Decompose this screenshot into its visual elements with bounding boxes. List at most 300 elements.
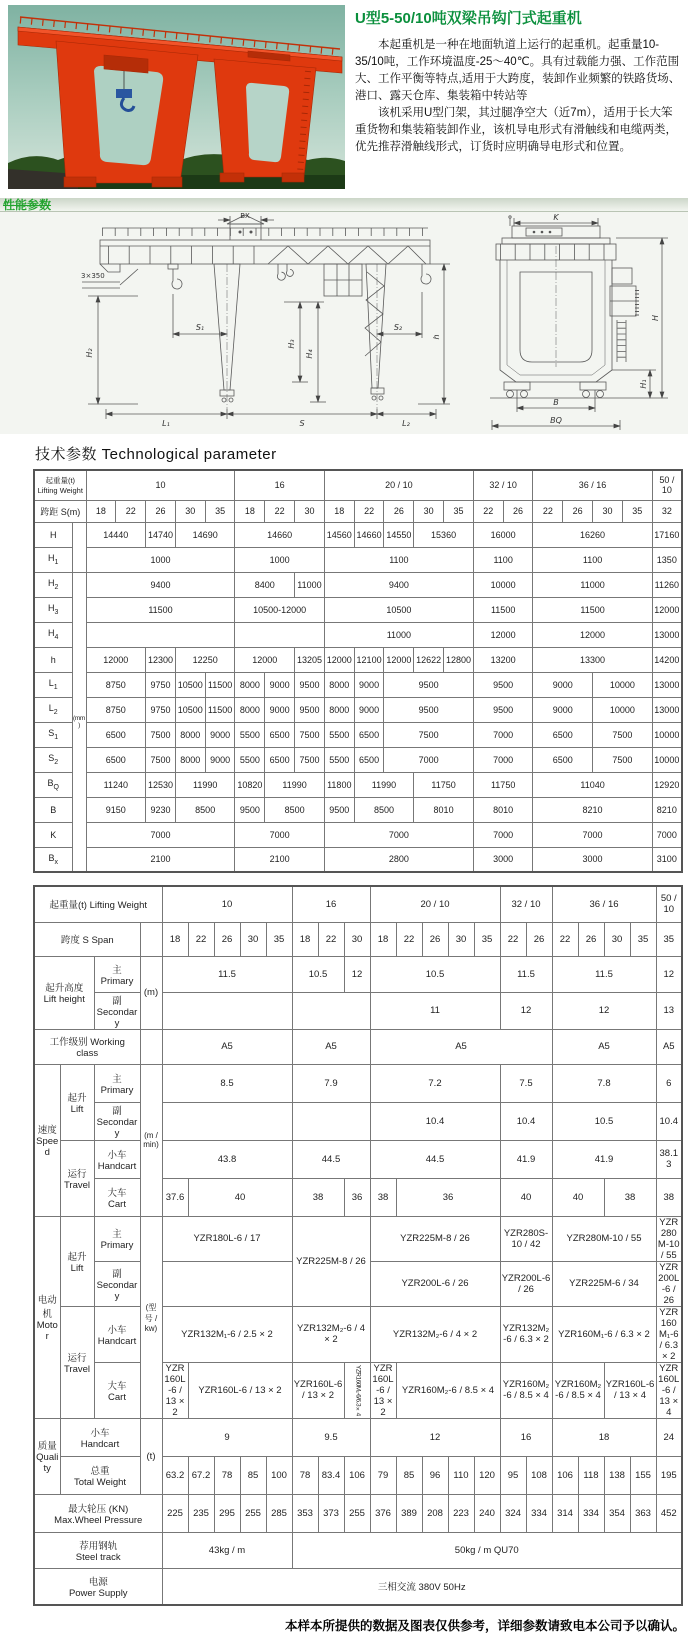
table-cell: 9000 — [265, 672, 295, 697]
table-cell: 240 — [474, 1494, 500, 1532]
table-cell: 36 / 16 — [533, 470, 652, 500]
table-cell: 9500 — [384, 697, 473, 722]
table-cell: 9000 — [354, 672, 384, 697]
table-cell: 7000 — [652, 822, 682, 847]
table-cell: 6500 — [86, 747, 146, 772]
table-cell: 8010 — [414, 797, 474, 822]
table-cell: 7000 — [473, 747, 533, 772]
intro-block — [355, 5, 682, 190]
table-cell: YZR200L-6 / 26 — [656, 1261, 682, 1306]
page-title: U型5-50/10吨双梁吊钩门式起重机 — [355, 10, 582, 27]
table-cell: 7500 — [593, 747, 653, 772]
table-cell: 295 — [214, 1494, 240, 1532]
table-cell: 10.4 — [656, 1102, 682, 1140]
table-cell: 32 — [652, 500, 682, 522]
table-cell: 8500 — [265, 797, 325, 822]
table-cell: 324 — [500, 1494, 526, 1532]
table-cell: 14440 — [86, 522, 146, 547]
table-cell: 主 Primary — [94, 956, 140, 992]
dim-label-h3: H₃ — [287, 339, 296, 349]
table-cell: 7500 — [146, 747, 176, 772]
table-cell: YZR160M₂-6 / 8.5 × 4 — [396, 1362, 500, 1418]
table-cell: 26 — [422, 922, 448, 956]
table-cell: 三相交流 380V 50Hz — [162, 1568, 682, 1605]
table-cell: 106 — [344, 1456, 370, 1494]
table-cell: 22 — [473, 500, 503, 522]
table-cell: 32 / 10 — [500, 886, 552, 922]
table-cell: 208 — [422, 1494, 448, 1532]
table-cell: 11.5 — [552, 956, 656, 992]
table-cell: 16000 — [473, 522, 533, 547]
table-cell: 8210 — [652, 797, 682, 822]
table-cell: 11000 — [295, 572, 325, 597]
table-cell: YZR160M₁-6/6.3×4 — [344, 1362, 370, 1418]
table-cell: 10000 — [473, 572, 533, 597]
table-cell: 6500 — [354, 722, 384, 747]
table-cell: 9230 — [146, 797, 176, 822]
table-cell: 荐用钢轨 Steel track — [34, 1532, 162, 1568]
table-cell: 9750 — [146, 697, 176, 722]
table-cell: 9400 — [86, 572, 235, 597]
table-cell: 8000 — [324, 697, 354, 722]
table-cell: 96 — [422, 1456, 448, 1494]
table-cell: 26 — [563, 500, 593, 522]
table-cell: 225 — [162, 1494, 188, 1532]
table-cell: (mm) — [72, 572, 86, 872]
table-cell: 16 — [235, 470, 324, 500]
table-cell: 285 — [266, 1494, 292, 1532]
table-cell: 7.5 — [500, 1064, 552, 1102]
table-cell: 9000 — [533, 697, 593, 722]
table-cell: YZR160L-6 / 13 × 4 — [656, 1362, 682, 1418]
table-cell: 小车 Handcart — [94, 1140, 140, 1178]
table-cell: 50kg / m QU70 — [292, 1532, 682, 1568]
table-cell: 30 — [175, 500, 205, 522]
table-cell: 7000 — [324, 822, 473, 847]
table-cell: 7000 — [384, 747, 473, 772]
table-cell: 32 / 10 — [473, 470, 533, 500]
table-cell: 26 — [214, 922, 240, 956]
table-cell: 36 — [344, 1178, 370, 1216]
table-cell: 9 — [162, 1418, 292, 1456]
table-cell: 副 Secondary — [94, 1102, 140, 1140]
table-cell: 40 — [552, 1178, 604, 1216]
table-cell: 13000 — [652, 697, 682, 722]
table-cell: 起重量(t) Lifting Weight — [34, 886, 162, 922]
dim-label-h2: H₂ — [85, 348, 94, 358]
table-cell: 2800 — [324, 847, 473, 872]
table-cell: 30 — [593, 500, 623, 522]
dim-label-bx: BX — [240, 212, 250, 220]
table-cell: 41.9 — [552, 1140, 656, 1178]
intro-paragraph-1: 本起重机是一种在地面轨道上运行的起重机。起重量10-35/10吨，工作环境温度-25～40℃。具有过载能力强、工作范围大、工作平衡等特点,适用于大跨度，装卸作业频繁的铁路货场、港口、露天仓库、集装箱中转站等 — [355, 39, 681, 102]
table-cell: 14660 — [235, 522, 324, 547]
table-cell: 22 — [188, 922, 214, 956]
intro-paragraph-2: 该机采用U型门架，其过腿净空大（近7m），适用于长大笨重货物和集装箱装卸作业，该机导电形式有滑触线和电缆两类，优先推荐滑触线形式，订货时应明确导电形式和位置。 — [355, 107, 677, 153]
table-cell: $S_2$ — [34, 747, 72, 772]
table-cell: 11.5 — [162, 956, 292, 992]
table-cell: 10.5 — [370, 956, 500, 992]
table-cell: 15360 — [414, 522, 474, 547]
table-cell: 255 — [240, 1494, 266, 1532]
table-cell: YZR160M₂-6 / 8.5 × 4 — [500, 1362, 552, 1418]
table-cell: 79 — [370, 1456, 396, 1494]
dim-label-h4: H₄ — [305, 349, 314, 359]
table-cell: (m) — [140, 956, 162, 1029]
table-cell: 10820 — [235, 772, 265, 797]
table-cell: 83.4 — [318, 1456, 344, 1494]
table-cell: YZR160L-6 / 13 × 2 — [292, 1362, 344, 1418]
table-cell: 起升高度 Lift height — [34, 956, 94, 1029]
table-cell: 12250 — [175, 647, 235, 672]
dim-label-bq: BQ — [550, 416, 562, 425]
table-cell: 20 / 10 — [324, 470, 473, 500]
table-cell: 35 — [205, 500, 235, 522]
table-cell: 36 / 16 — [552, 886, 656, 922]
dim-label-H: H — [651, 314, 660, 322]
table-cell: 9500 — [473, 672, 533, 697]
table-cell: 11 — [370, 992, 500, 1029]
table-cell: 12000 — [235, 647, 295, 672]
table-cell: 138 — [604, 1456, 630, 1494]
table-cell: 155 — [630, 1456, 656, 1494]
table-cell: 10000 — [652, 747, 682, 772]
performance-table — [33, 885, 683, 1606]
table-cell: 工作级别 Working class — [34, 1029, 140, 1064]
table-cell: 14690 — [175, 522, 235, 547]
table-cell: 2100 — [86, 847, 235, 872]
table-cell: 1100 — [473, 547, 533, 572]
table-cell: 376 — [370, 1494, 396, 1532]
table-cell: 95 — [500, 1456, 526, 1494]
table-cell: $B_x$ — [34, 847, 72, 872]
table-cell: A5 — [162, 1029, 292, 1064]
dim-label-3x350: 3×350 — [81, 272, 105, 280]
table-cell: 11000 — [324, 622, 473, 647]
table-cell: 13000 — [652, 622, 682, 647]
banner-label: 性能参数 — [3, 198, 52, 212]
table-cell: 7500 — [295, 747, 325, 772]
table-cell: 9500 — [473, 697, 533, 722]
table-cell: 大车 Cart — [94, 1362, 140, 1418]
table-cell: 7.8 — [552, 1064, 656, 1102]
table-cell: 7500 — [146, 722, 176, 747]
table-cell: 9150 — [86, 797, 146, 822]
table-cell: 363 — [630, 1494, 656, 1532]
table-cell: 223 — [448, 1494, 474, 1532]
table-cell: 118 — [578, 1456, 604, 1494]
table-cell: 8500 — [175, 797, 235, 822]
table-cell: 120 — [474, 1456, 500, 1494]
table-cell: 22 — [533, 500, 563, 522]
table-cell: 22 — [265, 500, 295, 522]
table-cell: 44.5 — [370, 1140, 500, 1178]
table-cell: YZR200L-6 / 26 — [500, 1261, 552, 1306]
table-cell: 18 — [292, 922, 318, 956]
table-cell: 13200 — [473, 647, 533, 672]
table-cell: 7500 — [384, 722, 473, 747]
table-cell: $L_1$ — [34, 672, 72, 697]
table-cell: 9400 — [324, 572, 473, 597]
table-cell: 22 — [354, 500, 384, 522]
table-cell: YZR280M-10 / 55 — [656, 1216, 682, 1261]
table-cell: 6500 — [533, 747, 593, 772]
table-cell: 354 — [604, 1494, 630, 1532]
table-cell: 运行 Travel — [60, 1140, 94, 1216]
table-cell: (t) — [140, 1418, 162, 1494]
table-cell: 10.4 — [370, 1102, 500, 1140]
table-cell: 8000 — [175, 722, 205, 747]
table-cell: B — [34, 797, 72, 822]
table-cell: 67.2 — [188, 1456, 214, 1494]
table-cell: 运行 Travel — [60, 1306, 94, 1418]
table-cell: 电动机 Motor — [34, 1216, 60, 1418]
table-cell: 5500 — [235, 747, 265, 772]
section-title: 技术参数 Technological parameter — [35, 446, 277, 463]
table-cell: 11500 — [205, 697, 235, 722]
table-cell: 35 — [656, 922, 682, 956]
table-cell: 12 — [656, 956, 682, 992]
table-cell: 7000 — [473, 822, 533, 847]
table-cell: 3000 — [473, 847, 533, 872]
table-cell: 38 — [370, 1178, 396, 1216]
table-cell: 1100 — [324, 547, 473, 572]
table-cell: 195 — [656, 1456, 682, 1494]
table-cell: 35 — [444, 500, 474, 522]
table-cell: 11260 — [652, 572, 682, 597]
table-cell: 12000 — [533, 622, 652, 647]
table-cell-empty — [235, 622, 324, 647]
table-cell: 8010 — [473, 797, 533, 822]
table-cell: 起重量(t) Lifting Weight — [34, 470, 86, 500]
table-cell: 7000 — [473, 722, 533, 747]
table-cell: 6500 — [265, 747, 295, 772]
table-cell: 8750 — [86, 672, 146, 697]
table-cell-empty — [140, 922, 162, 956]
table-cell: 11750 — [414, 772, 474, 797]
table-cell: 小车 Handcart — [60, 1418, 140, 1456]
table-cell: 副 Secondary — [94, 992, 140, 1029]
table-cell: 质量 Quality — [34, 1418, 60, 1494]
table-cell: 大车 Cart — [94, 1178, 140, 1216]
table-cell: 8400 — [235, 572, 295, 597]
table-cell: 6500 — [354, 747, 384, 772]
table-cell: 35 — [474, 922, 500, 956]
table-cell: A5 — [552, 1029, 656, 1064]
footer-note: 本样本所提供的数据及图表仅供参考，详细参数请致电本公司予以确认。 — [284, 1619, 685, 1633]
dimension-drawings — [0, 212, 688, 434]
table-cell: 9000 — [533, 672, 593, 697]
table-cell: 8210 — [533, 797, 652, 822]
table-cell: 9000 — [354, 697, 384, 722]
table-cell: 11240 — [86, 772, 146, 797]
table-cell: 6500 — [265, 722, 295, 747]
table-cell: 6500 — [533, 722, 593, 747]
table-cell: 1100 — [533, 547, 652, 572]
table-cell: 35 — [622, 500, 652, 522]
table-cell: 8000 — [235, 697, 265, 722]
table-cell: 5500 — [324, 747, 354, 772]
table-cell: 40 — [188, 1178, 292, 1216]
table-cell: 50 / 10 — [656, 886, 682, 922]
table-cell: 副 Secondary — [94, 1261, 140, 1306]
table-cell: 26 — [384, 500, 414, 522]
table-cell: 10500 — [175, 672, 205, 697]
table-cell: 11990 — [265, 772, 325, 797]
table-cell: 38 — [656, 1178, 682, 1216]
table-cell: 18 — [324, 500, 354, 522]
table-cell: YZR225M-8 / 26 — [370, 1216, 500, 1261]
table-cell: H — [34, 522, 72, 547]
table-cell: 10500-12000 — [235, 597, 324, 622]
table-cell: 11500 — [86, 597, 235, 622]
table-cell: YZR160L-6 / 13 × 2 — [162, 1362, 188, 1418]
table-cell: 3000 — [533, 847, 652, 872]
table-cell: 2100 — [235, 847, 324, 872]
table-cell: 44.5 — [292, 1140, 370, 1178]
table-cell: 电源 Power Supply — [34, 1568, 162, 1605]
table-cell: 7500 — [295, 722, 325, 747]
table-cell: 12 — [370, 1418, 500, 1456]
table-cell: 36 — [396, 1178, 500, 1216]
table-cell: 8500 — [354, 797, 414, 822]
table-cell: 14560 — [324, 522, 354, 547]
table-cell: 1350 — [652, 547, 682, 572]
table-cell: 1000 — [86, 547, 235, 572]
table-cell: 11040 — [533, 772, 652, 797]
table-cell: 14740 — [146, 522, 176, 547]
table-cell: 11990 — [354, 772, 414, 797]
table-cell: 30 — [448, 922, 474, 956]
table-cell: YZR280S-10 / 42 — [500, 1216, 552, 1261]
table-cell: 12622 — [414, 647, 444, 672]
table-cell: 26 — [503, 500, 533, 522]
table-cell: 8000 — [324, 672, 354, 697]
table-cell: 9750 — [146, 672, 176, 697]
table-cell: 7.9 — [292, 1064, 370, 1102]
table-cell: K — [34, 822, 72, 847]
table-cell: 7000 — [235, 822, 324, 847]
table-cell: 40 — [500, 1178, 552, 1216]
table-cell-empty — [292, 992, 370, 1029]
table-cell: 最大轮压 (KN) Max.Wheel Pressure — [34, 1494, 162, 1532]
table-cell: 9500 — [235, 797, 265, 822]
table-cell-empty — [140, 1029, 162, 1064]
table-cell: 78 — [214, 1456, 240, 1494]
table-cell: 12 — [552, 992, 656, 1029]
table-cell: 30 — [295, 500, 325, 522]
table-cell: 7500 — [593, 722, 653, 747]
table-cell: 11000 — [533, 572, 652, 597]
table-cell: 35 — [630, 922, 656, 956]
table-cell: 24 — [656, 1418, 682, 1456]
table-cell: $B_Q$ — [34, 772, 72, 797]
table-cell: 85 — [240, 1456, 266, 1494]
table-cell: A5 — [292, 1029, 370, 1064]
table-cell: 11.5 — [500, 956, 552, 992]
table-cell: YZR160M₂-6 / 8.5 × 4 — [552, 1362, 604, 1418]
table-cell: 10.4 — [500, 1102, 552, 1140]
table-cell: 11800 — [324, 772, 354, 797]
table-cell: 小车 Handcart — [94, 1306, 140, 1362]
table-cell: 12000 — [324, 647, 354, 672]
table-cell: 12 — [500, 992, 552, 1029]
table-cell: 起升 Lift — [60, 1064, 94, 1140]
table-cell: 8000 — [175, 747, 205, 772]
dim-label-s2: S₂ — [393, 323, 403, 332]
dim-label-h: h — [432, 334, 441, 340]
table-cell: 12000 — [473, 622, 533, 647]
table-cell: 主 Primary — [94, 1064, 140, 1102]
table-cell: 跨距 S(m) — [34, 500, 86, 522]
table-cell: 38.13 — [656, 1140, 682, 1178]
table-cell: 9500 — [295, 697, 325, 722]
table-cell: 10500 — [324, 597, 473, 622]
table-cell: 10 — [86, 470, 235, 500]
table-cell: YZR132M₂-6 / 6.3 × 2 — [500, 1306, 552, 1362]
table-cell: 12300 — [146, 647, 176, 672]
performance-banner — [0, 198, 688, 212]
table-cell: 9500 — [295, 672, 325, 697]
table-cell: 255 — [344, 1494, 370, 1532]
table-cell-empty — [292, 1102, 370, 1140]
table-cell: 9000 — [205, 747, 235, 772]
table-cell: 43.8 — [162, 1140, 292, 1178]
table-cell: 18 — [370, 922, 396, 956]
table-cell: 26 — [578, 922, 604, 956]
table-cell: 11750 — [473, 772, 533, 797]
table-cell: 334 — [526, 1494, 552, 1532]
table-cell: 13 — [656, 992, 682, 1029]
table-cell: 10500 — [175, 697, 205, 722]
table-cell: 1000 — [235, 547, 324, 572]
table-cell: 12800 — [444, 647, 474, 672]
dim-label-k: K — [553, 213, 559, 222]
table-cell: A5 — [370, 1029, 552, 1064]
table-cell: 100 — [266, 1456, 292, 1494]
table-cell-empty — [72, 522, 86, 572]
table-cell: 17160 — [652, 522, 682, 547]
table-cell: 11500 — [205, 672, 235, 697]
table-cell: 16260 — [533, 522, 652, 547]
table-cell: YZR200L-6 / 26 — [370, 1261, 500, 1306]
table-cell: 16 — [500, 1418, 552, 1456]
table-cell: $S_1$ — [34, 722, 72, 747]
table-cell: (型 号 / kw) — [140, 1216, 162, 1418]
table-cell: 12000 — [86, 647, 146, 672]
table-cell: YZR160M₁-6 / 6.3 × 2 — [552, 1306, 656, 1362]
table-cell: 8.5 — [162, 1064, 292, 1102]
crane-photo — [8, 5, 345, 189]
table-cell: 14550 — [384, 522, 414, 547]
table-cell: 389 — [396, 1494, 422, 1532]
table-cell: (m / min) — [140, 1064, 162, 1216]
table-cell: YZR160L-6 / 13 × 4 — [604, 1362, 656, 1418]
table-cell: 12000 — [384, 647, 414, 672]
table-cell: $H_4$ — [34, 622, 72, 647]
table-cell: 12 — [344, 956, 370, 992]
table-cell: 106 — [552, 1456, 578, 1494]
table-cell: 速度 Speed — [34, 1064, 60, 1216]
table-cell: 37.6 — [162, 1178, 188, 1216]
table-cell: 18 — [162, 922, 188, 956]
table-cell-empty — [162, 992, 292, 1029]
table-cell: YZR160M₁-6 / 6.3 × 2 — [656, 1306, 682, 1362]
table-cell: 35 — [266, 922, 292, 956]
table-cell: YZR160L-6 / 13 × 2 — [370, 1362, 396, 1418]
table-cell: 373 — [318, 1494, 344, 1532]
front-elevation-drawing — [78, 212, 470, 434]
